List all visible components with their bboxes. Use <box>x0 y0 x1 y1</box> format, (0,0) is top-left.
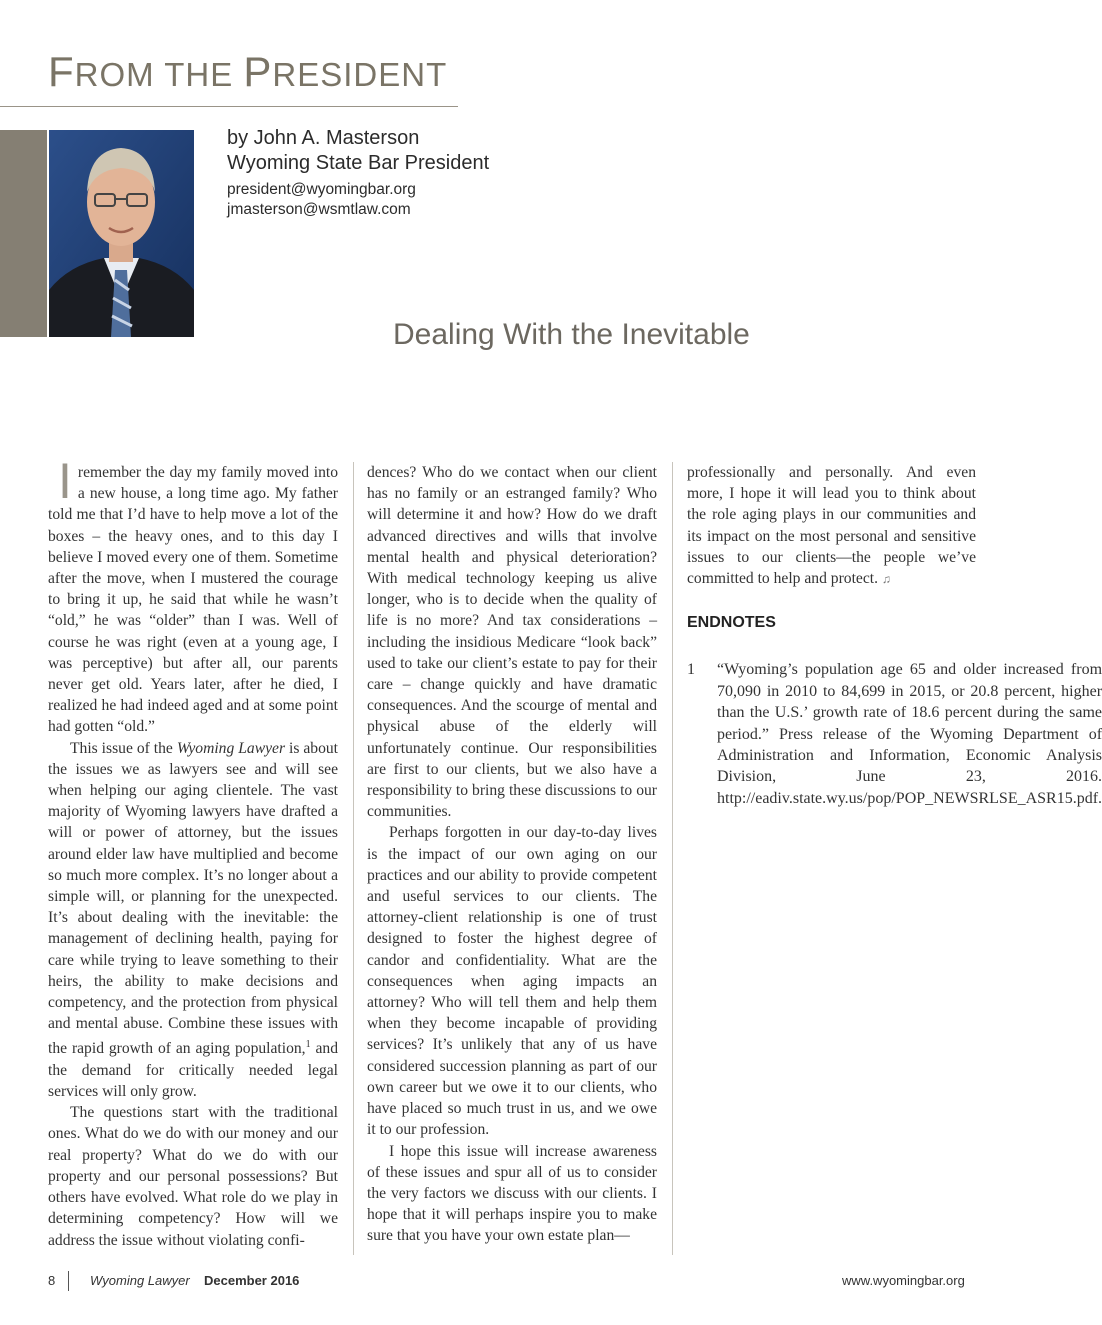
column-divider <box>353 462 354 1255</box>
article-title: Dealing With the Inevitable <box>393 318 750 351</box>
end-mark-icon: ♫ <box>881 572 891 587</box>
page-number: 8 <box>48 1273 56 1288</box>
footnote-ref[interactable]: 1 <box>305 1039 311 1051</box>
paragraph: Perhaps forgotten in our day-to-day lives is the impact of our own aging on our practices and our ability to provide competent and useful services to our clients. The attorney-client relationship is one of trust designed to foster the highest degree of candor and confidentiality. What are the consequences when aging impacts an attorney? Who will tell them and help them when they become incapable of providing services? It’s unlikely that any of us have considered succession planning as part of our own career but we owe it to our clients, who have placed so much trust in us, and we owe it to our profession. <box>367 824 657 1139</box>
author-photo <box>49 130 194 337</box>
drop-cap: I <box>58 453 72 509</box>
paragraph: This issue of the Wyoming Lawyer is about the issues we as lawyers see and will see when helping our aging clientele. The vast majority of Wyoming lawyers have drafted a will or power of attorney, but the issues around elder law have multiplied and become so much more complex. It’s no longer about a simple will, or planning for the unexpected. It’s about dealing with the inevitable: the management of declining health, paying for care while trying to leave something to their heirs, the ability to make decisions and competency, and the protection from physical and mental abuse. Combine these issues with the rapid growth of an aging population,$^1$ and the demand for critically needed legal services will only grow. <box>48 739 339 1101</box>
author-email-2[interactable]: jmasterson@wsmtlaw.com <box>227 201 411 218</box>
accent-bar <box>0 130 47 337</box>
paragraph: I hope this issue will increase awareness of these issues and spur all of us to consider the very factors we discuss with our clients. I hope that it will perhaps inspire you to make sure that you have your own estate plan— <box>367 1142 657 1245</box>
magazine-name: Wyoming Lawyer <box>176 739 286 757</box>
header-rule <box>0 106 458 107</box>
author-email-1[interactable]: president@wyomingbar.org <box>227 181 416 198</box>
section-title: FROM THE PRESIDENT <box>48 48 448 95</box>
footer-separator <box>68 1271 69 1291</box>
author-name: by John A. Masterson <box>227 127 420 149</box>
endnote-text: “Wyoming’s population age 65 and older increased from 70,090 in 2010 to 84,699 in 2015, or 20.8 percent, higher than the U.S.’ growth rate of 18.6 percent during the same period.” Press release of the Wyoming Department of Administration and Information, Economic Analysis Division, June 23, 2016. http://eadiv.state.wy.us/pop/POP_NEWSRLSE_ASR15.pdf. <box>717 661 1102 807</box>
website-link[interactable]: www.wyomingbar.org <box>842 1273 965 1288</box>
paragraph: dences? Who do we contact when our client has no family or an estranged family? Who will determine it and how? How do we draft advanced directives and wills that involve mental health and physical deterioration? With medical technology keeping us alive longer, who is to decide when the quality of life is no more? And tax considerations – including the insidious Medicare “look back” used to take our client’s estate to pay for their care – change quickly and have dramatic consequences. And the scourge of mental and physical abuse of the elderly will unfortunately continue. Our responsibilities are first to our clients, but we also have a responsibility to bring these discussions to our communities. <box>367 464 657 821</box>
article-column-2 <box>367 462 657 1247</box>
author-role: Wyoming State Bar President <box>227 152 490 174</box>
byline <box>227 126 489 220</box>
endnotes-heading: ENDNOTES <box>687 614 776 632</box>
paragraph: professionally and personally. And even more, I hope it will lead you to think about the role aging plays in our communities and its impact on the most personal and sensitive issues to our clients—the people we’ve committed to help and protect. ♫ <box>687 464 976 588</box>
column-divider <box>672 462 673 1255</box>
article-column-3 <box>687 462 1102 809</box>
endnote-item <box>687 659 1102 809</box>
magazine-name-footer: Wyoming Lawyer <box>90 1273 190 1288</box>
issue-date: December 2016 <box>204 1273 300 1288</box>
paragraph: The questions start with the traditional ones. What do we do with our money and our real property? What do we do with our property and our personal possessions? But others have evolved. What role do we play in determining competency? How will we address the issue without violating confi- <box>48 1104 338 1249</box>
paragraph: Iremember the day my family moved into a new house, a long time ago. My father told me that I’d have to help move a lot of the boxes – the heavy ones, and to this day I believe I moved every one of them. Sometime after the move, when I mustered the courage to bring it up, he said that while he wasn’t “old,” he was “older” than I was. Well of course he was right (even at a young age, I was perceptive) but after all, our parents never get old. Years later, after he died, I realized he had indeed aged and at some point had gotten “old.” <box>48 453 338 736</box>
article-column-1 <box>48 453 339 1251</box>
endnote-number: 1 <box>687 661 695 679</box>
